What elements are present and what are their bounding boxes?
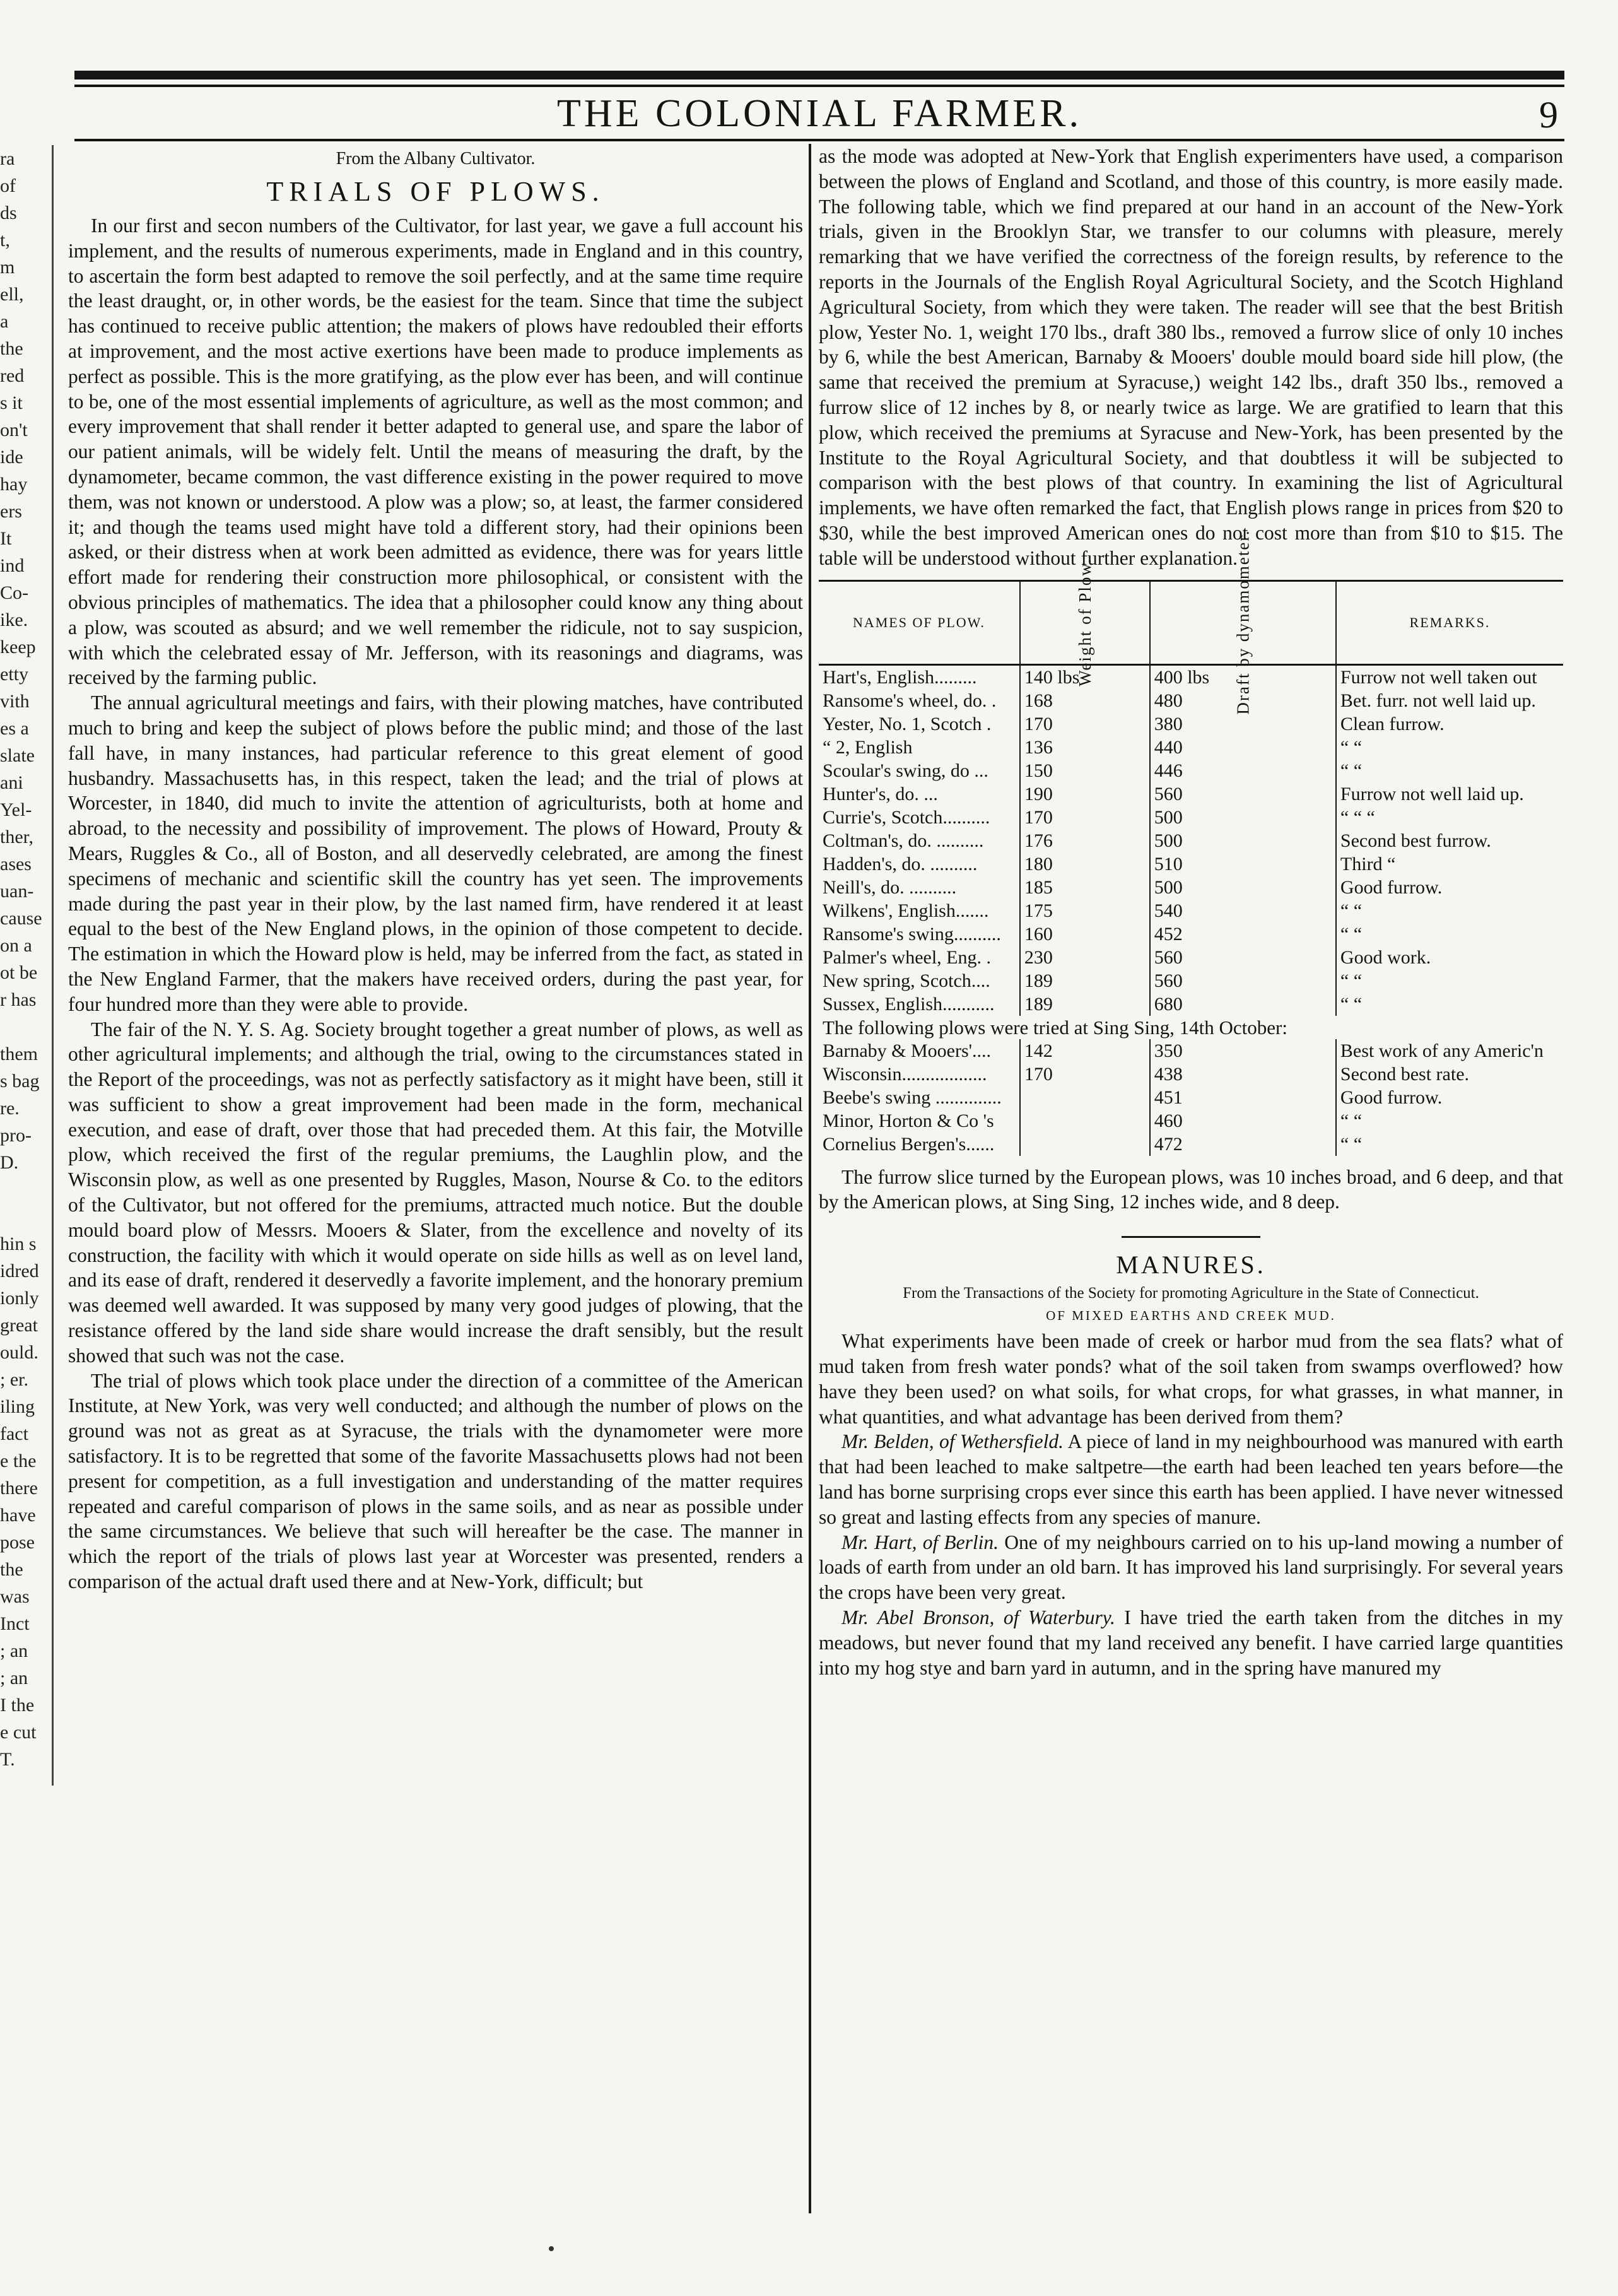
cell-remarks: “ “ bbox=[1336, 1109, 1563, 1133]
cell-weight: 189 bbox=[1020, 992, 1150, 1016]
cell-remarks: Second best rate. bbox=[1336, 1063, 1563, 1086]
cell-draft: 560 bbox=[1150, 946, 1336, 969]
entry-text: A piece of land in my neighbourhood was manured with earth that had been leached to make saltpetre—the earth had been leached ten years before—the land has borne surprising crops ever since this earth has been applied. I have never witnessed so great and lasting effects from any species of manure. bbox=[819, 1430, 1563, 1528]
cell-weight bbox=[1020, 1133, 1150, 1156]
cell-weight: 170 bbox=[1020, 712, 1150, 736]
table-interlude bbox=[819, 1016, 1563, 1039]
header-names-of-plow: NAMES OF PLOW. bbox=[819, 582, 1020, 665]
article-source: From the Albany Cultivator. bbox=[336, 149, 536, 168]
cell-draft: 446 bbox=[1150, 759, 1336, 782]
header-thick-rule bbox=[74, 71, 1564, 79]
cell-draft: 451 bbox=[1150, 1086, 1336, 1109]
manures-entry bbox=[819, 1605, 1563, 1680]
right-column bbox=[819, 144, 1563, 1680]
article-title: TRIALS OF PLOWS. bbox=[266, 176, 605, 207]
paragraph: What experiments have been made of creek or harbor mud from the sea flats? what of mud taken from fresh water ponds? what of the soil taken from swamps overflowed? how have they been used? on what soils, for what crops, for what grasses, in what manner, in what quantities, and what advantage has been derived from them? bbox=[819, 1330, 1563, 1428]
entry-speaker: Mr. Abel Bronson, of Waterbury. bbox=[841, 1606, 1115, 1628]
cell-remarks: Best work of any Americ'n bbox=[1336, 1039, 1563, 1063]
cell-remarks: “ “ bbox=[1336, 759, 1563, 782]
table-row bbox=[819, 876, 1563, 899]
table-row bbox=[819, 1063, 1563, 1086]
cell-weight: 142 bbox=[1020, 1039, 1150, 1063]
header-bottom-rule bbox=[74, 139, 1564, 141]
cell-draft: 560 bbox=[1150, 969, 1336, 992]
cell-draft: 400 lbs bbox=[1150, 664, 1336, 689]
cell-remarks: Good work. bbox=[1336, 946, 1563, 969]
cell-weight: 176 bbox=[1020, 829, 1150, 852]
manures-title: MANURES. bbox=[1116, 1251, 1266, 1280]
manures-subtitle: OF MIXED EARTHS AND CREEK MUD. bbox=[1046, 1308, 1336, 1324]
cell-remarks: Furrow not well laid up. bbox=[1336, 782, 1563, 806]
cell-name: Hart's, English......... bbox=[823, 666, 977, 688]
table-row bbox=[819, 1109, 1563, 1133]
cell-draft: 680 bbox=[1150, 992, 1336, 1016]
cell-name: Yester, No. 1, Scotch . bbox=[823, 713, 992, 734]
cell-name: Coltman's, do. .......... bbox=[823, 830, 984, 851]
cell-remarks: “ “ bbox=[1336, 899, 1563, 922]
interlude-note: The following plows were tried at Sing Sing, 14th October: bbox=[823, 1016, 1287, 1039]
cell-name: Wilkens', English....... bbox=[823, 900, 989, 921]
table-row bbox=[819, 806, 1563, 829]
cell-weight: 170 bbox=[1020, 1063, 1150, 1086]
header-weight-label: Weight of Plow. bbox=[1075, 558, 1094, 686]
cell-weight: 190 bbox=[1020, 782, 1150, 806]
page-number: 9 bbox=[1539, 94, 1558, 136]
cell-remarks: Third “ bbox=[1336, 852, 1563, 876]
cell-draft: 500 bbox=[1150, 876, 1336, 899]
cell-weight: 189 bbox=[1020, 969, 1150, 992]
cell-name: Sussex, English........... bbox=[823, 993, 995, 1015]
manures-entries bbox=[819, 1429, 1563, 1680]
header-remarks: REMARKS. bbox=[1336, 582, 1563, 665]
table-row bbox=[819, 782, 1563, 806]
cell-name: Neill's, do. .......... bbox=[823, 876, 957, 898]
paragraph: as the mode was adopted at New-York that English experimenters have used, a comparison between the plows of England and Scotland, and those of this country, is more easily made. The following table, which we find prepared at our hand in an account of the New-York trials, given in the Brooklyn Star, we transfer to our columns with pleasure, merely remarking that we have verified the correctness of the foreign results, by reference to the reports in the Journals of the English Royal Agricultural Society, and the Scotch Highland Agricultural Society, from which they were taken. The reader will see that the best British plow, Yester No. 1, weight 170 lbs., draft 380 lbs., removed a furrow slice of only 10 inches by 6, while the best American, Barnaby & Mooers' double mould board side hill plow, (the same that received the premium at Syracuse,) weight 142 lbs., draft 350 lbs., removed a furrow slice of 12 inches by 8, or nearly twice as large. We are gratified to learn that this plow, which received the premiums at Syracuse and New-York, has been presented by the Institute to the Royal Agricultural Society, and that doubtless it will be subjected to comparison with the best plows of that country. In examining the list of Agricultural implements, we have often remarked the fact, that English plows range in prices from $20 to $30, while the best improved American ones do not cost more than from $10 to $15. The table will be understood without further explanation. bbox=[819, 145, 1563, 569]
cell-remarks: Bet. furr. not well laid up. bbox=[1336, 689, 1563, 712]
cell-weight bbox=[1020, 1086, 1150, 1109]
header-thin-rule bbox=[74, 85, 1564, 87]
cell-name: Barnaby & Mooers'.... bbox=[823, 1040, 992, 1061]
cell-name: Minor, Horton & Co 's bbox=[823, 1110, 994, 1131]
cell-remarks: Good furrow. bbox=[1336, 1086, 1563, 1109]
margin-rule bbox=[52, 145, 54, 1786]
table-row bbox=[819, 1133, 1563, 1156]
column-divider bbox=[809, 144, 811, 2213]
cell-weight: 185 bbox=[1020, 876, 1150, 899]
table-row bbox=[819, 946, 1563, 969]
cell-name: Scoular's swing, do ... bbox=[823, 760, 988, 781]
masthead-title: THE COLONIAL FARMER. bbox=[557, 92, 1082, 135]
header-draft-label: Draft by dynamometer. bbox=[1233, 529, 1253, 715]
cell-remarks: Furrow not well taken out bbox=[1336, 664, 1563, 689]
cell-name: Ransome's wheel, do. . bbox=[823, 690, 997, 711]
cell-name: Hunter's, do. ... bbox=[823, 783, 938, 804]
cell-draft: 452 bbox=[1150, 922, 1336, 946]
cell-weight: 170 bbox=[1020, 806, 1150, 829]
cell-weight: 180 bbox=[1020, 852, 1150, 876]
table-row bbox=[819, 829, 1563, 852]
cell-remarks: Clean furrow. bbox=[1336, 712, 1563, 736]
table-body-sing-sing bbox=[819, 1039, 1563, 1156]
cell-remarks: “ “ bbox=[1336, 969, 1563, 992]
cell-weight: 160 bbox=[1020, 922, 1150, 946]
table-body bbox=[819, 664, 1563, 1016]
cell-remarks: “ “ bbox=[1336, 736, 1563, 759]
cell-draft: 500 bbox=[1150, 806, 1336, 829]
table-header-row bbox=[819, 582, 1563, 665]
table-row bbox=[819, 712, 1563, 736]
paragraph: In our first and secon numbers of the Cultivator, for last year, we gave a full account his implement, and the results of numerous experiments, made in England and in this country, to ascertain the form best adapted to remove the soil perfectly, and at the same time require the least draught, or, in other words, be the easiest for the team. Since that time the subject has continued to receive public attention; the makers of plows have redoubled their efforts at improvement, and the most active exertions have been made to produce implements as perfect as possible. This is the more gratifying, as the plow ever has been, and will continue to be, one of the most essential implements of agriculture, as well as the most common; and every improvement that shall render it better adapted to general use, and spare the labor of our patient animals, will be widely felt. Until the means of measuring the draft, by the dynamometer, became common, the vast difference existing in the power required to move them, was not known or understood. A plow was a plow; so, at least, the farmer considered it; and though the teams used might have told a different story, had their opinions been asked, or their distress when at work been admitted as evidence, there was for years little effort made for rendering their construction more philosophical, or consistent with the obvious principles of mathematics. The idea that a philosopher could know any thing about a plow, was scouted as absurd; and we well remember the ridicule, not to say suspicion, with which the celebrated essay of Mr. Jefferson, with its reasonings and diagrams, was received by the farming public. bbox=[68, 215, 803, 689]
cell-draft: 350 bbox=[1150, 1039, 1336, 1063]
manures-source: From the Transactions of the Society for promoting Agriculture in the State of Connecticut. bbox=[903, 1285, 1479, 1302]
cell-weight: 150 bbox=[1020, 759, 1150, 782]
table-row bbox=[819, 899, 1563, 922]
cell-name: Hadden's, do. .......... bbox=[823, 853, 978, 874]
table-row bbox=[819, 852, 1563, 876]
cell-name: “ 2, English bbox=[823, 736, 913, 758]
left-column bbox=[68, 146, 803, 1594]
table-row bbox=[819, 736, 1563, 759]
paragraph: The fair of the N. Y. S. Ag. Society brought together a great number of plows, as well as other agricultural implements; and although the trial, owing to the circumstances stated in the Report of the proceedings, was not as perfectly satisfactory as it might have been, still it was sufficient to show a great improvement had been made in the form, mechanical execution, and ease of draft, over those that had preceded them. At this fair, the Motville plow, which received the first of the regular premiums, the Laughlin plow, and the Wisconsin plow, as well as one presented by Ruggles, Mason, Nourse & Co. to the editors of the Cultivator, but not offered for the premiums, attracted much notice. But the double mould board plow of Messrs. Mooers & Slater, from the excellence and novelty of its construction, the facility with which it would operate on side hills as well as on level land, and its ease of draft, rendered it deservedly a favorite implement, and the honorary premium was deemed well awarded. It was supposed by many very good judges of plowing, that the resistance offered by the land side share would increase the draft sensibly, but the result showed that such was not the case. bbox=[68, 1018, 803, 1367]
cell-weight: 168 bbox=[1020, 689, 1150, 712]
table-row bbox=[819, 1086, 1563, 1109]
entry-speaker: Mr. Hart, of Berlin. bbox=[841, 1531, 999, 1553]
adjacent-page-margin: ra of ds t, m ell, a the red s it on't ide hay ers It ind Co- ike. keep etty vith es a slate ani Yel- ther, ases uan- cause on a ot be r has them s bag re. pro- D. hin s idred ionly great ould. ; er. iling fact e the there have pose the was Inct ; an ; an I the e cut T. bbox=[0, 148, 42, 1770]
cell-name: Wisconsin.................. bbox=[823, 1063, 987, 1085]
table-row bbox=[819, 922, 1563, 946]
cell-draft: 460 bbox=[1150, 1109, 1336, 1133]
cell-weight: 136 bbox=[1020, 736, 1150, 759]
cell-name: Beebe's swing .............. bbox=[823, 1086, 1002, 1108]
table-row bbox=[819, 664, 1563, 689]
table-row bbox=[819, 689, 1563, 712]
cell-name: Currie's, Scotch.......... bbox=[823, 806, 990, 828]
entry-speaker: Mr. Belden, of Wethersfield. bbox=[841, 1430, 1064, 1453]
cell-draft: 440 bbox=[1150, 736, 1336, 759]
cell-weight: 230 bbox=[1020, 946, 1150, 969]
cell-weight bbox=[1020, 1109, 1150, 1133]
cell-draft: 438 bbox=[1150, 1063, 1336, 1086]
cell-draft: 540 bbox=[1150, 899, 1336, 922]
cell-remarks: “ “ bbox=[1336, 922, 1563, 946]
cell-name: Ransome's swing.......... bbox=[823, 923, 1001, 945]
table-row bbox=[819, 969, 1563, 992]
table-row bbox=[819, 992, 1563, 1016]
cell-remarks: Second best furrow. bbox=[1336, 829, 1563, 852]
entry-text: I have tried the earth taken from the ditches in my meadows, but never found that my land received any benefit. I have carried large quantities into my hog stye and barn yard in autumn, and in the spring have manured my bbox=[819, 1606, 1563, 1679]
cell-draft: 500 bbox=[1150, 829, 1336, 852]
cell-name: New spring, Scotch.... bbox=[823, 970, 990, 991]
cell-weight: 175 bbox=[1020, 899, 1150, 922]
cell-remarks: “ “ bbox=[1336, 992, 1563, 1016]
section-divider bbox=[1122, 1236, 1260, 1238]
cell-remarks: “ “ bbox=[1336, 1133, 1563, 1156]
cell-draft: 472 bbox=[1150, 1133, 1336, 1156]
paragraph: The trial of plows which took place under the direction of a committee of the American Institute, at New York, was very well conducted; and although the number of plows on the ground was not as great as at Syracuse, the trials with the dynamometer were more satisfactory. It is to be regretted that some of the favorite Massachusetts plows had not been present for competition, as a full investigation and understanding of the matter requires repeated and careful comparison of plows in the same soils, and as near as possible under the same circumstances. We believe that such will hereafter be the case. The manner in which the report of the trials of plows last year at Worcester was presented, renders a comparison of the actual draft used there and at New-York, difficult; but bbox=[68, 1369, 803, 1593]
plow-trials-table bbox=[819, 529, 1563, 1156]
table-row bbox=[819, 759, 1563, 782]
cell-remarks: “ “ “ bbox=[1336, 806, 1563, 829]
cell-draft: 480 bbox=[1150, 689, 1336, 712]
page-mark bbox=[549, 2246, 554, 2251]
manures-entry bbox=[819, 1530, 1563, 1605]
cell-weight: 140 lbs bbox=[1020, 664, 1150, 689]
cell-name: Palmer's wheel, Eng. . bbox=[823, 946, 992, 968]
cell-name: Cornelius Bergen's...... bbox=[823, 1133, 995, 1155]
paragraph: The furrow slice turned by the European plows, was 10 inches broad, and 6 deep, and that by the American plows, at Sing Sing, 12 inches wide, and 8 deep. bbox=[819, 1165, 1563, 1213]
cell-draft: 510 bbox=[1150, 852, 1336, 876]
cell-draft: 380 bbox=[1150, 712, 1336, 736]
entry-text: One of my neighbours carried on to his up-land mowing a number of loads of earth from under an old barn. It has improved his land surprisingly. For several years the crops have been very great. bbox=[819, 1531, 1563, 1604]
cell-remarks: Good furrow. bbox=[1336, 876, 1563, 899]
table-row bbox=[819, 1039, 1563, 1063]
manures-entry bbox=[819, 1429, 1563, 1529]
paragraph: The annual agricultural meetings and fairs, with their plowing matches, have contributed much to bring and keep the subject of plows before the public mind; and those of the last fall have, in many instances, had particular reference to this great element of good husbandry. Massachusetts has, in this respect, taken the lead; and the trial of plows at Worcester, in 1840, did much to invite the attention of agriculturists, both at home and abroad, to the necessity and possibility of improvement. The plows of Howard, Prouty & Mears, Ruggles & Co., all of Boston, and all deservedly celebrated, are among the finest specimens of mechanic and scientific skill the country has yet seen. The improvements made during the past year in their plow, by the last named firm, have rendered it at least equal to the best of the New England plows, in the opinion of those competent to decide. The estimation in which the Howard plow is held, may be inferred from the fact, as stated in the New England Farmer, that the makers have received orders, during the past year, for four hundred more than they were able to provide. bbox=[68, 692, 803, 1015]
cell-draft: 560 bbox=[1150, 782, 1336, 806]
